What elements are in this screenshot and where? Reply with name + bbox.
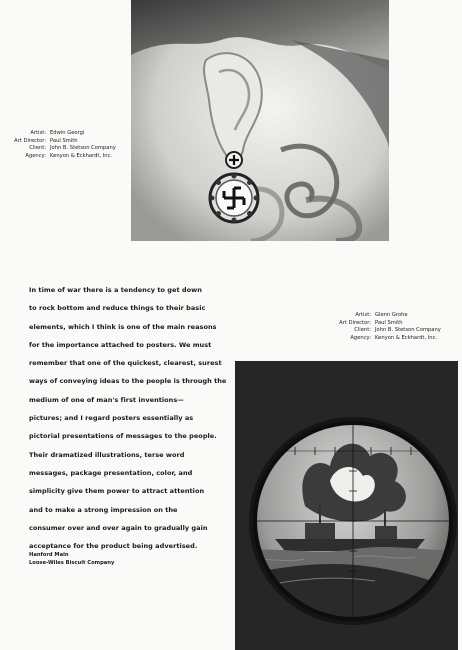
signature-company: Loose-Wiles Biscuit Company [29,560,115,566]
quote-line: ways of conveying ideas to the people is through the [29,377,227,386]
quote-line: and to make a strong impression on the [29,505,178,514]
bottom-illustration-credits [325,312,441,342]
quote-line: to rock bottom and reduce things to their basic [29,304,206,313]
quote-line: for the importance attached to posters. We must [29,340,212,349]
quote-line: elements, which I think is one of the main reasons [29,322,217,331]
credit-row: Artist: Edwin Georgi [30,130,85,136]
credit-row: Agency: Kenyon & Eckhardt, Inc. [25,152,113,159]
credit-row: Art Director: Paul Smith [339,319,403,326]
quote-line: simplicity give them power to attract attention [29,487,205,496]
quote-line: messages, package presentation, color, and [29,468,193,477]
quote-paragraph [29,281,227,555]
quote-line: Their dramatized illustrations, terse word [29,450,185,459]
signature-name: Hanford Main [29,552,69,558]
credit-row: Client: John B. Stetson Company [29,145,116,152]
credit-row: Art Director: Paul Smith [14,137,78,144]
credit-row: Client: John B. Stetson Company [354,327,441,334]
credit-row: Agency: Kenyon & Eckhardt, Inc. [350,334,438,341]
quote-line: In time of war there is a tendency to get down [29,286,202,294]
quote-signature [29,551,114,567]
quote-line: acceptance for the product being advertised. [29,542,198,551]
top-illustration-credits [6,130,116,160]
periscope-illustration [235,361,458,650]
quote-line: pictorial presentations of messages to the people. [29,432,217,441]
quote-line: medium of one of man's first inventions— [29,395,184,404]
quote-line: remember that one of the quickest, clearest, surest [29,359,222,368]
ear-earring-illustration [131,0,389,241]
quote-line: consumer over and over again to gradually gain [29,523,208,532]
quote-line: pictures; and I regard posters essentially as [29,414,194,423]
credit-row: Artist: Glenn Grohe [355,312,408,318]
